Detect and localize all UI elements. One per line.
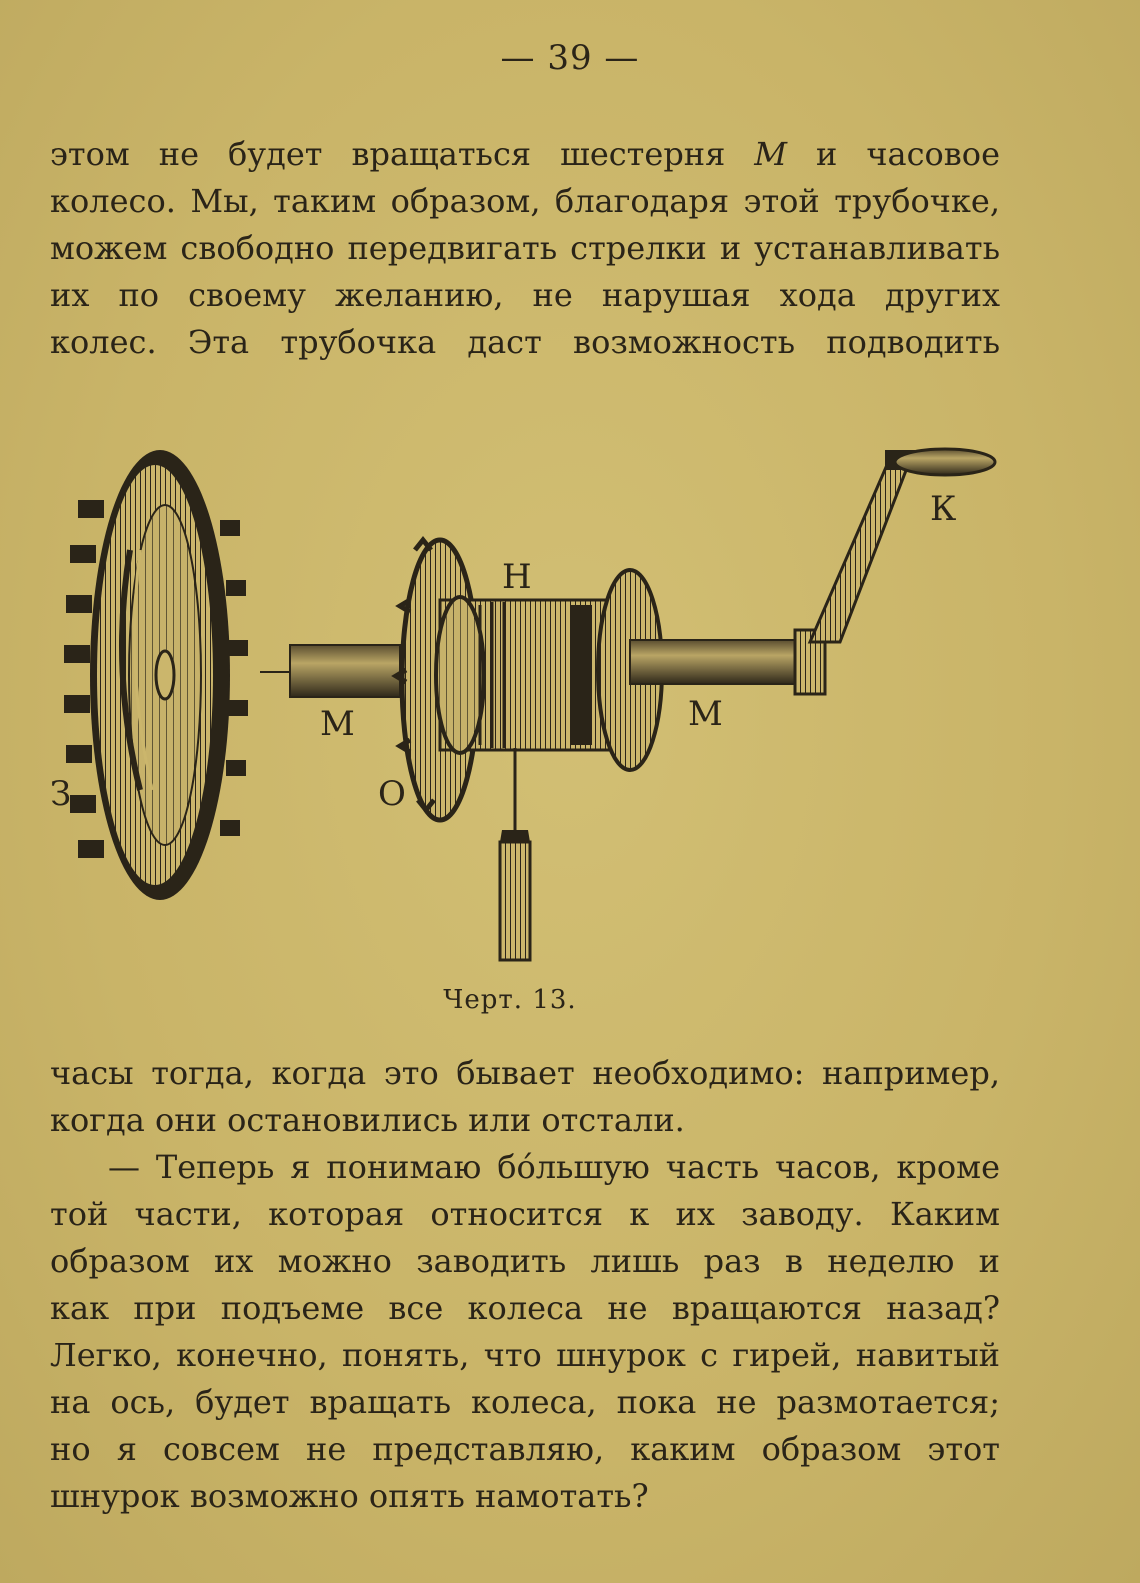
paragraph-top [50, 131, 1000, 366]
text-line: Легко, конечно, понять, что шнурок с гирей, навитый [50, 1336, 1000, 1374]
text-line: этом не будет вращаться шестерня М и часовое [50, 135, 1000, 173]
text-line: можем свободно передвигать стрелки и устанавливать [50, 229, 1000, 267]
text-line: — Теперь я понимаю бóльшую часть часов, кроме [108, 1148, 1000, 1186]
text-line: шнурок возможно опять намотать? [50, 1477, 649, 1515]
figure-caption: Черт. 13. [443, 985, 577, 1015]
label-n: Н [502, 557, 532, 597]
page-number: — 39 — [500, 38, 640, 78]
label-z: З [50, 774, 72, 814]
text-line: их по своему желанию, не нарушая хода других [50, 276, 1000, 314]
text-line: но я совсем не представляю, каким образом этот [50, 1430, 1000, 1468]
winding-drum-n [436, 597, 610, 753]
ratchet-wheel-z [64, 450, 248, 900]
label-o: О [378, 774, 406, 814]
shaft-right [630, 640, 805, 684]
label-k: К [930, 489, 957, 529]
text-line: когда они остановились или отстали. [50, 1101, 685, 1139]
text-line: на ось, будет вращать колеса, пока не размотается; [50, 1383, 1000, 1421]
weight [500, 830, 530, 960]
text-line: той части, которая относится к их заводу. Каким [50, 1195, 1000, 1233]
paragraph-bottom [50, 1050, 1000, 1520]
italic-letter: М [754, 135, 788, 173]
text-line: колесо. Мы, таким образом, благодаря этой трубочке, [50, 182, 1000, 220]
text-line: колес. Эта трубочка даст возможность подводить [50, 323, 1000, 361]
text-line: образом их можно заводить лишь раз в неделю и [50, 1242, 1000, 1280]
clock-mechanism-illustration [40, 430, 1020, 980]
text-line: часы тогда, когда это бывает необходимо: например, [50, 1054, 1000, 1092]
shaft-left [290, 645, 400, 697]
label-m-right: М [688, 694, 723, 734]
crank-handle-k [810, 449, 995, 642]
text-line: как при подъеме все колеса не вращаются назад? [50, 1289, 1000, 1327]
label-m-left: М [320, 704, 355, 744]
